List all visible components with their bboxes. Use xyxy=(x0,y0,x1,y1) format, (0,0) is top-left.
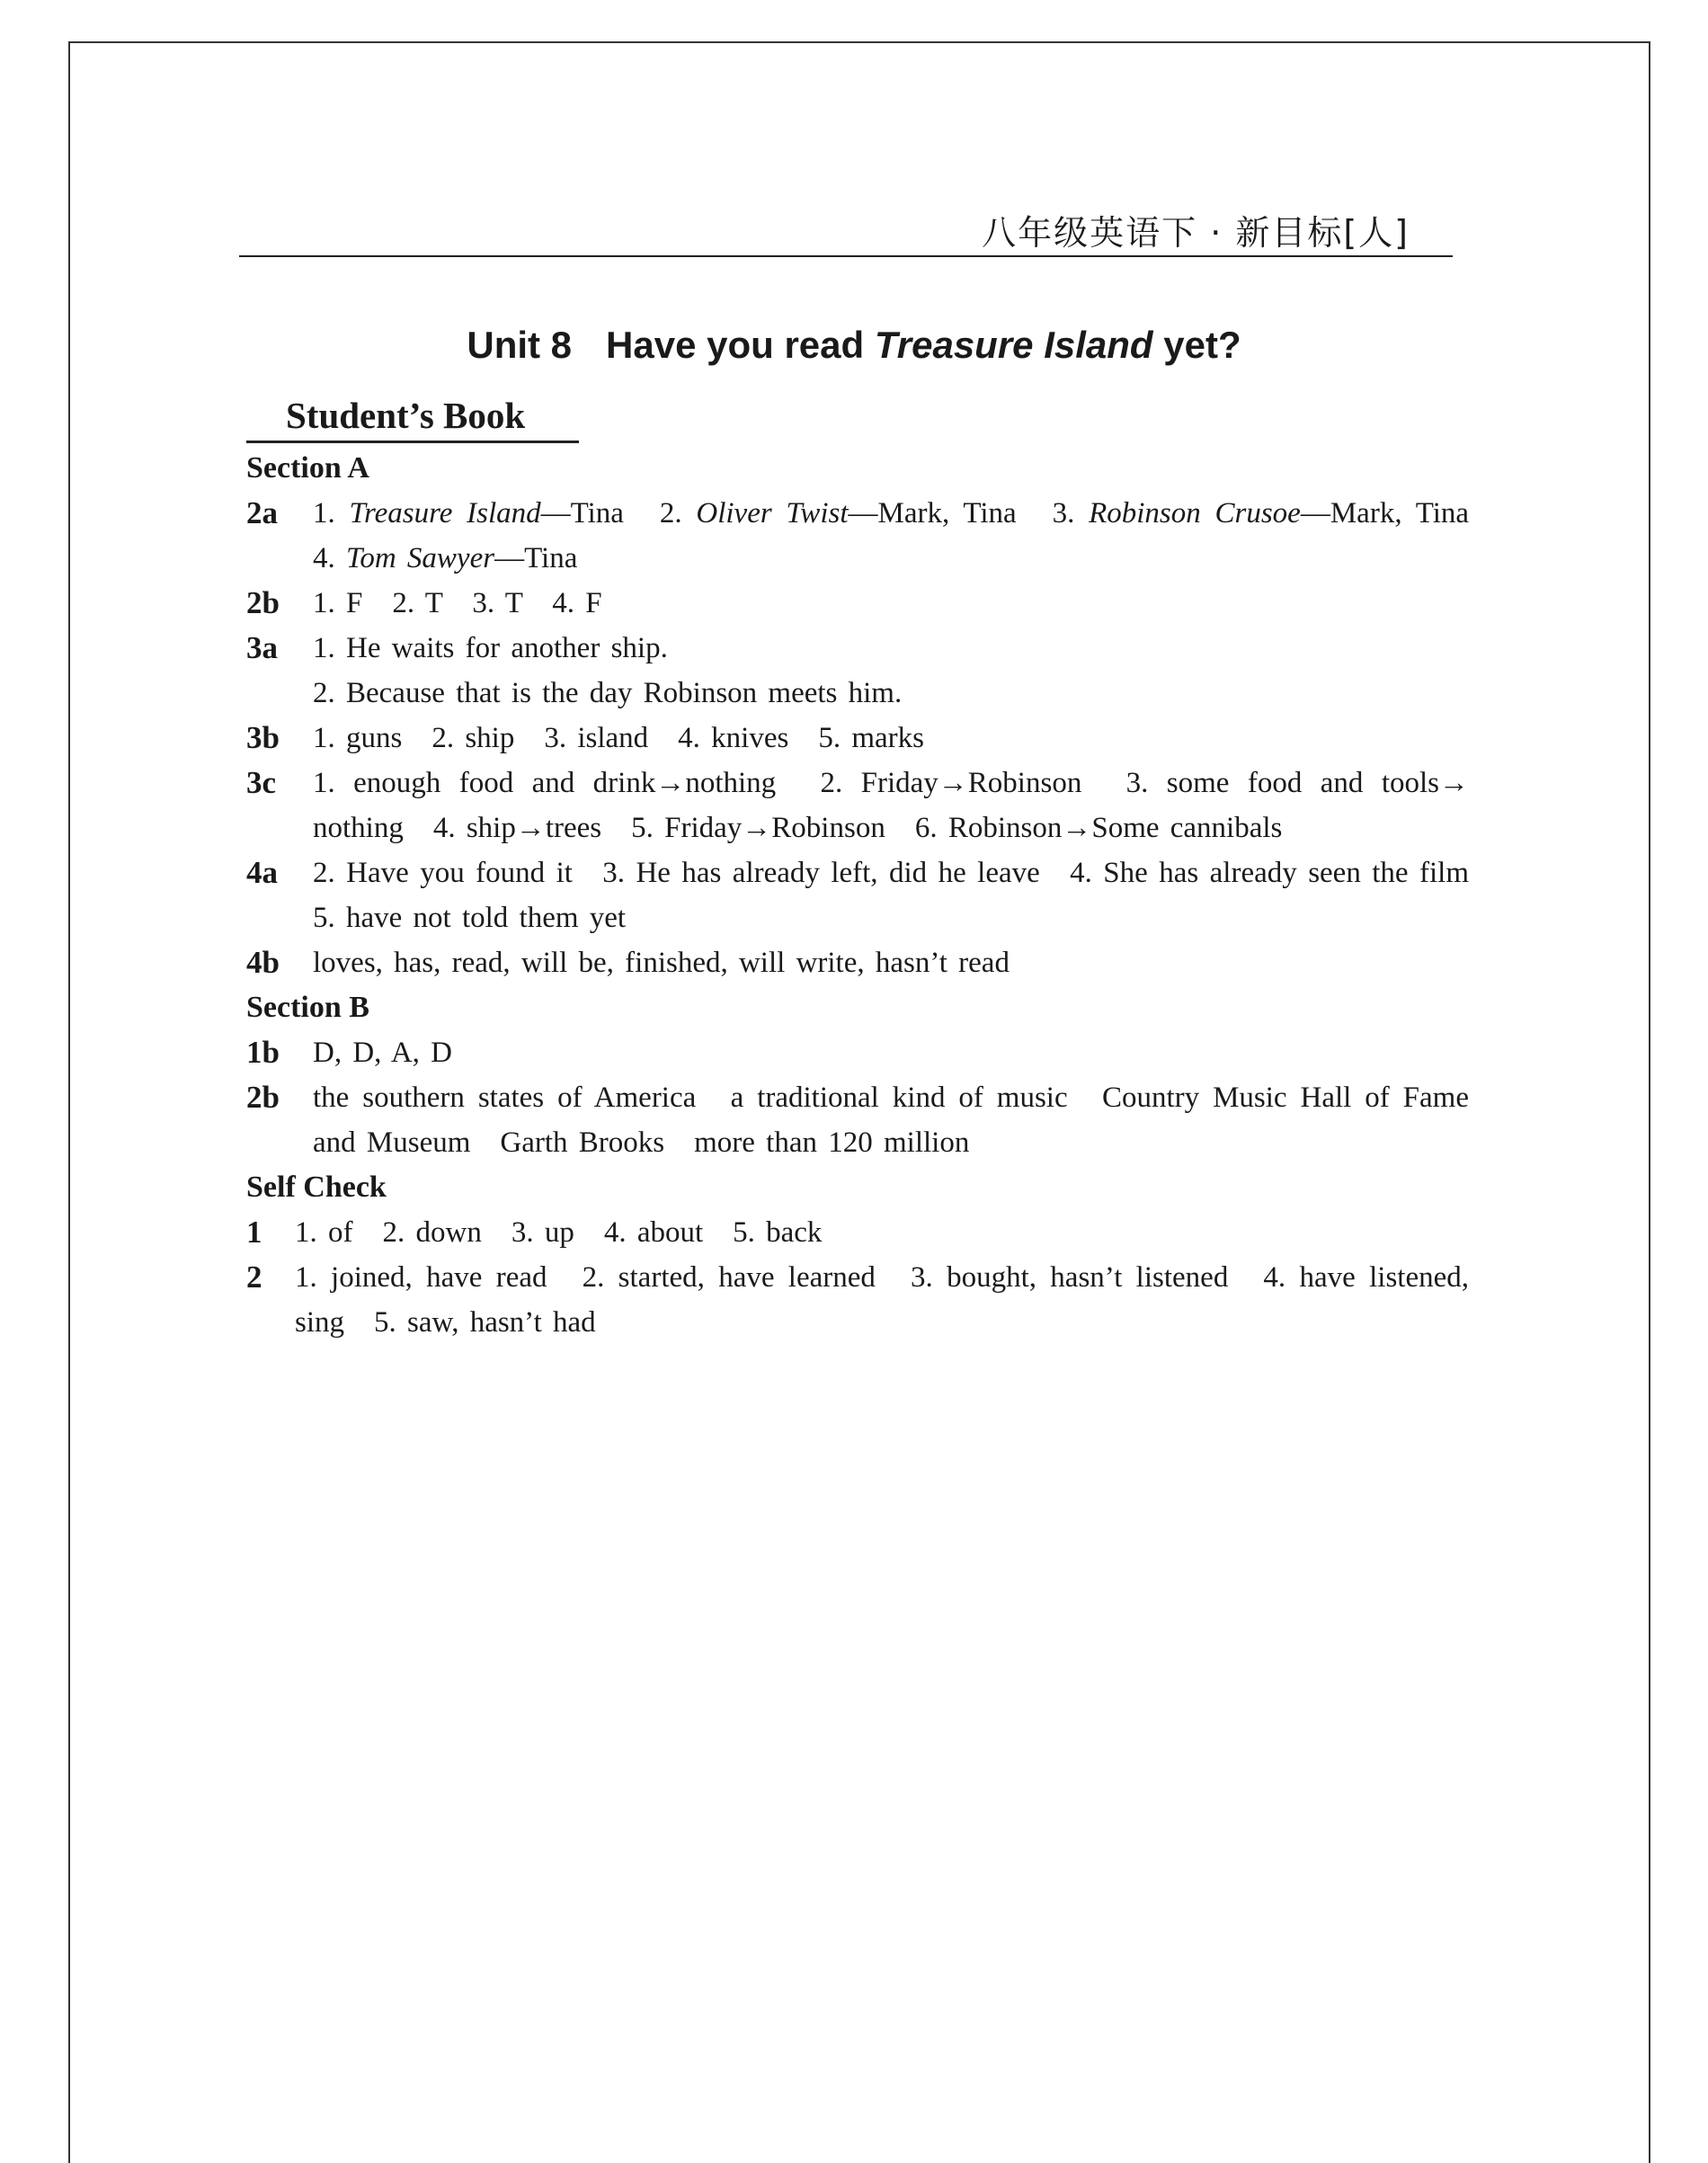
self-check-item-2 xyxy=(246,1255,1469,1345)
answer-text: 1. enough food and drink→nothing 2. Friday→Robinson 3. some food and tools→ nothing 4. ship→trees 5. Friday→Robinson 6. Robinson→Some cannibals xyxy=(313,767,1469,844)
answer-label: 2 xyxy=(246,1260,262,1295)
answer-label: 3b xyxy=(246,720,280,755)
answer-fragment: —Tina 2. xyxy=(540,497,697,530)
answer-line: 1. He waits for another ship. xyxy=(313,632,668,664)
answer-fragment: 1. xyxy=(313,497,350,530)
students-book-label: Student’s Book xyxy=(286,395,526,436)
answer-item-1b xyxy=(246,1030,1469,1075)
answer-item-3c xyxy=(246,761,1469,850)
answer-fragment: —Mark, Tina 4. xyxy=(313,497,1499,574)
answer-text: 1. of 2. down 3. up 4. about 5. back xyxy=(295,1216,823,1249)
answer-text: 1. joined, have read 2. started, have learned 3. bought, hasn’t listened 4. have listened, sing 5. saw, hasn’t had xyxy=(295,1261,1469,1339)
answer-text: 1. guns 2. ship 3. island 4. knives 5. marks xyxy=(313,722,924,754)
students-book-heading xyxy=(246,394,579,443)
answer-item-b-2b xyxy=(246,1075,1469,1165)
answer-label: 2b xyxy=(246,585,280,620)
answer-label: 1 xyxy=(246,1215,262,1250)
answer-item-2a xyxy=(246,491,1499,581)
answer-text xyxy=(313,626,1469,716)
answer-line: 2. Because that is the day Robinson meets him. xyxy=(313,677,903,709)
book-title-fragment: Robinson Crusoe xyxy=(1089,497,1301,530)
answer-item-4b xyxy=(246,940,1469,985)
answer-item-3a xyxy=(246,626,1469,716)
answer-text: D, D, A, D xyxy=(313,1037,453,1069)
unit-question: Have you read xyxy=(606,324,875,366)
answer-item-3b xyxy=(246,716,1469,761)
answer-label: 3c xyxy=(246,765,277,800)
answer-text xyxy=(313,491,1499,581)
running-head xyxy=(239,201,1453,257)
answer-label: 3a xyxy=(246,630,278,665)
answer-fragment: —Tina xyxy=(494,542,578,574)
answer-label: 2b xyxy=(246,1080,280,1115)
unit-question-end: yet? xyxy=(1152,324,1241,366)
section-a-heading: Section A xyxy=(246,451,369,485)
answer-label: 2a xyxy=(246,495,278,530)
answer-text: loves, has, read, will be, finished, will write, hasn’t read xyxy=(313,947,1010,979)
self-check-item-1 xyxy=(246,1210,1469,1255)
book-title: Treasure Island xyxy=(874,324,1153,366)
answer-item-2b xyxy=(246,581,1469,626)
answer-fragment: —Mark, Tina 3. xyxy=(848,497,1090,530)
answer-text: 1. F 2. T 3. T 4. F xyxy=(313,587,602,619)
answer-label: 1b xyxy=(246,1035,280,1070)
answer-text: 2. Have you found it 3. He has already left, did he leave 4. She has already seen the film 5. have not told them yet xyxy=(313,857,1499,934)
unit-title xyxy=(0,324,1708,367)
book-title-fragment: Tom Sawyer xyxy=(346,542,495,574)
running-head-text: 八年级英语下 · 新目标[人] xyxy=(982,213,1410,253)
book-title-fragment: Treasure Island xyxy=(349,497,541,530)
book-title-fragment: Oliver Twist xyxy=(696,497,849,530)
answer-item-4a xyxy=(246,850,1499,940)
section-b-heading: Section B xyxy=(246,991,369,1024)
answer-label: 4a xyxy=(246,855,278,890)
answer-label: 4b xyxy=(246,945,280,980)
answer-text: the southern states of America a traditional kind of music Country Music Hall of Fame and Museum Garth Brooks more than 120 million xyxy=(313,1082,1469,1159)
answer-key xyxy=(246,446,1499,1345)
unit-number: Unit 8 xyxy=(467,324,573,366)
self-check-heading: Self Check xyxy=(246,1171,387,1204)
